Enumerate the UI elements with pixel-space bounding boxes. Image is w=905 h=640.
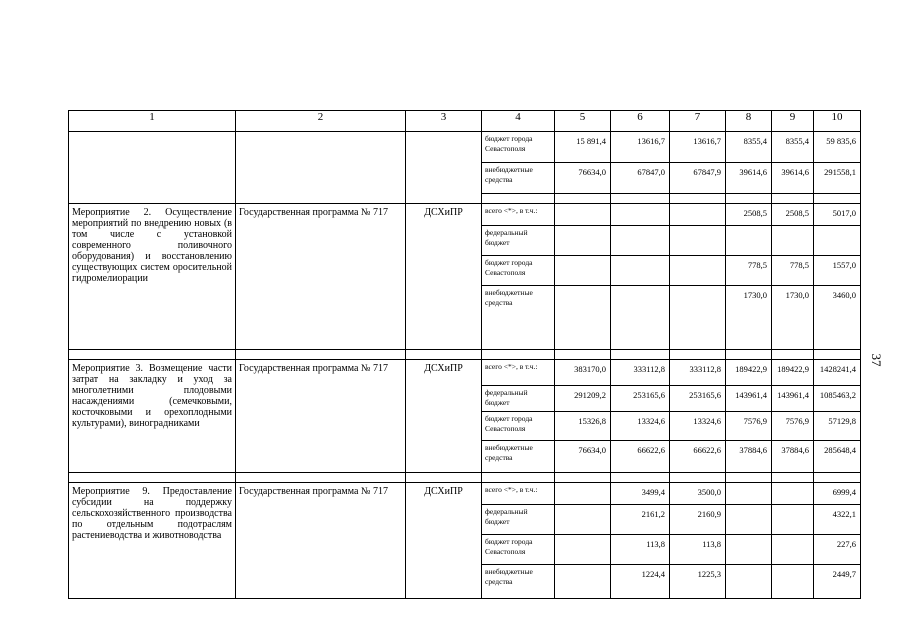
spacer-cell: [406, 473, 482, 483]
spacer-cell: [482, 350, 555, 360]
value-cell: 6999,4: [814, 483, 861, 505]
executor-cell: [406, 132, 482, 204]
spacer-cell: [69, 473, 236, 483]
value-cell: [555, 286, 611, 350]
value-cell: 39614,6: [726, 163, 772, 194]
value-cell: 189422,9: [772, 360, 814, 386]
value-cell: 8355,4: [772, 132, 814, 163]
value-cell: [555, 535, 611, 565]
funding-source: бюджет города Севастополя: [482, 132, 555, 163]
value-cell: [555, 565, 611, 599]
funding-source: бюджет города Севастополя: [482, 535, 555, 565]
event-cell: [69, 132, 236, 204]
value-cell: [670, 256, 726, 286]
value-cell: 4322,1: [814, 505, 861, 535]
spacer-cell: [814, 194, 861, 204]
spacer-cell: [611, 350, 670, 360]
program-cell: Государственная программа № 717: [236, 360, 406, 473]
program-cell: [236, 132, 406, 204]
funding-source: бюджет города Севастополя: [482, 256, 555, 286]
value-cell: 3499,4: [611, 483, 670, 505]
value-cell: [555, 505, 611, 535]
value-cell: 227,6: [814, 535, 861, 565]
value-cell: 143961,4: [772, 386, 814, 412]
page-number: 37: [869, 353, 884, 367]
value-cell: [670, 226, 726, 256]
value-cell: 1225,3: [670, 565, 726, 599]
program-cell: Государственная программа № 717: [236, 204, 406, 350]
value-cell: [555, 483, 611, 505]
value-cell: [772, 483, 814, 505]
funding-source: внебюджетные средства: [482, 441, 555, 473]
funding-source: всего <*>, в т.ч.:: [482, 483, 555, 505]
spacer-cell: [482, 194, 555, 204]
spacer-cell: [482, 473, 555, 483]
header-cell: 2: [236, 111, 406, 132]
value-cell: 66622,6: [611, 441, 670, 473]
executor-cell: ДСХиПР: [406, 204, 482, 350]
value-cell: [772, 565, 814, 599]
spacer-cell: [69, 350, 236, 360]
spacer-cell: [236, 350, 406, 360]
value-cell: 2161,2: [611, 505, 670, 535]
spacer-cell: [555, 350, 611, 360]
value-cell: 253165,6: [611, 386, 670, 412]
value-cell: 1730,0: [772, 286, 814, 350]
value-cell: [555, 256, 611, 286]
table-row: [69, 350, 861, 360]
value-cell: 333112,8: [611, 360, 670, 386]
value-cell: 37884,6: [772, 441, 814, 473]
value-cell: [611, 256, 670, 286]
value-cell: [772, 535, 814, 565]
value-cell: 15326,8: [555, 412, 611, 441]
value-cell: [611, 286, 670, 350]
table-row: [69, 204, 861, 226]
value-cell: 1085463,2: [814, 386, 861, 412]
value-cell: 1557,0: [814, 256, 861, 286]
spacer-cell: [236, 473, 406, 483]
spacer-cell: [772, 194, 814, 204]
spacer-cell: [555, 194, 611, 204]
value-cell: [726, 505, 772, 535]
spacer-cell: [611, 473, 670, 483]
header-row: [69, 111, 861, 132]
funding-source: внебюджетные средства: [482, 565, 555, 599]
value-cell: 39614,6: [772, 163, 814, 194]
value-cell: 76634,0: [555, 441, 611, 473]
value-cell: [611, 226, 670, 256]
header-cell: 1: [69, 111, 236, 132]
value-cell: 189422,9: [726, 360, 772, 386]
header-cell: 6: [611, 111, 670, 132]
value-cell: 253165,6: [670, 386, 726, 412]
funding-source: внебюджетные средства: [482, 286, 555, 350]
value-cell: [726, 226, 772, 256]
value-cell: 2449,7: [814, 565, 861, 599]
value-cell: [555, 226, 611, 256]
value-cell: 7576,9: [726, 412, 772, 441]
header-cell: 8: [726, 111, 772, 132]
value-cell: 8355,4: [726, 132, 772, 163]
value-cell: 113,8: [670, 535, 726, 565]
spacer-cell: [406, 350, 482, 360]
value-cell: [814, 226, 861, 256]
executor-cell: ДСХиПР: [406, 360, 482, 473]
value-cell: 5017,0: [814, 204, 861, 226]
value-cell: 778,5: [772, 256, 814, 286]
value-cell: 1224,4: [611, 565, 670, 599]
value-cell: 2160,9: [670, 505, 726, 535]
spacer-cell: [772, 473, 814, 483]
value-cell: [611, 204, 670, 226]
spacer-cell: [814, 473, 861, 483]
spacer-cell: [814, 350, 861, 360]
funding-source: федеральный бюджет: [482, 226, 555, 256]
spacer-cell: [670, 350, 726, 360]
table-row: [69, 473, 861, 483]
value-cell: 1428241,4: [814, 360, 861, 386]
budget-table: [68, 110, 861, 599]
value-cell: 143961,4: [726, 386, 772, 412]
funding-source: федеральный бюджет: [482, 505, 555, 535]
value-cell: 15 891,4: [555, 132, 611, 163]
value-cell: 7576,9: [772, 412, 814, 441]
value-cell: 383170,0: [555, 360, 611, 386]
value-cell: 3460,0: [814, 286, 861, 350]
value-cell: 37884,6: [726, 441, 772, 473]
spacer-cell: [726, 473, 772, 483]
value-cell: [772, 226, 814, 256]
value-cell: [670, 286, 726, 350]
spacer-cell: [726, 350, 772, 360]
value-cell: 13616,7: [670, 132, 726, 163]
value-cell: [726, 535, 772, 565]
funding-source: всего <*>, в т.ч.:: [482, 360, 555, 386]
value-cell: 113,8: [611, 535, 670, 565]
funding-source: внебюджетные средства: [482, 163, 555, 194]
value-cell: 67847,0: [611, 163, 670, 194]
value-cell: 76634,0: [555, 163, 611, 194]
value-cell: 291558,1: [814, 163, 861, 194]
value-cell: 13324,6: [611, 412, 670, 441]
value-cell: [726, 483, 772, 505]
value-cell: 291209,2: [555, 386, 611, 412]
event-cell: Мероприятие 2. Осуществление мероприятий по внедрению новых (в том числе с установкой современного поливочного оборудования) и восстановлению существующих систем оросительной гидромелиорации: [69, 204, 236, 350]
header-cell: 7: [670, 111, 726, 132]
value-cell: 285648,4: [814, 441, 861, 473]
event-cell: Мероприятие 3. Возмещение части затрат на закладку и уход за многолетними плодовыми насаждениями (семечковыми, косточковыми и орехоплодными культурами), виноградниками: [69, 360, 236, 473]
value-cell: [726, 565, 772, 599]
value-cell: [670, 204, 726, 226]
value-cell: 57129,8: [814, 412, 861, 441]
spacer-cell: [726, 194, 772, 204]
spacer-cell: [611, 194, 670, 204]
header-cell: 3: [406, 111, 482, 132]
value-cell: 1730,0: [726, 286, 772, 350]
event-cell: Мероприятие 9. Предоставление субсидии на поддержку сельскохозяйственного производства по отдельным подотраслям растениеводства и животноводства: [69, 483, 236, 599]
funding-source: всего <*>, в т.ч.:: [482, 204, 555, 226]
header-cell: 9: [772, 111, 814, 132]
value-cell: 3500,0: [670, 483, 726, 505]
value-cell: 13616,7: [611, 132, 670, 163]
value-cell: 333112,8: [670, 360, 726, 386]
spacer-cell: [670, 473, 726, 483]
funding-source: бюджет города Севастополя: [482, 412, 555, 441]
value-cell: 13324,6: [670, 412, 726, 441]
value-cell: [555, 204, 611, 226]
executor-cell: ДСХиПР: [406, 483, 482, 599]
table-row: [69, 132, 861, 163]
value-cell: 2508,5: [726, 204, 772, 226]
header-cell: 5: [555, 111, 611, 132]
spacer-cell: [555, 473, 611, 483]
value-cell: 59 835,6: [814, 132, 861, 163]
value-cell: [772, 505, 814, 535]
table-row: [69, 360, 861, 386]
value-cell: 66622,6: [670, 441, 726, 473]
value-cell: 2508,5: [772, 204, 814, 226]
table-row: [69, 483, 861, 505]
program-cell: Государственная программа № 717: [236, 483, 406, 599]
spacer-cell: [772, 350, 814, 360]
header-cell: 4: [482, 111, 555, 132]
funding-source: федеральный бюджет: [482, 386, 555, 412]
value-cell: 778,5: [726, 256, 772, 286]
value-cell: 67847,9: [670, 163, 726, 194]
spacer-cell: [670, 194, 726, 204]
header-cell: 10: [814, 111, 861, 132]
